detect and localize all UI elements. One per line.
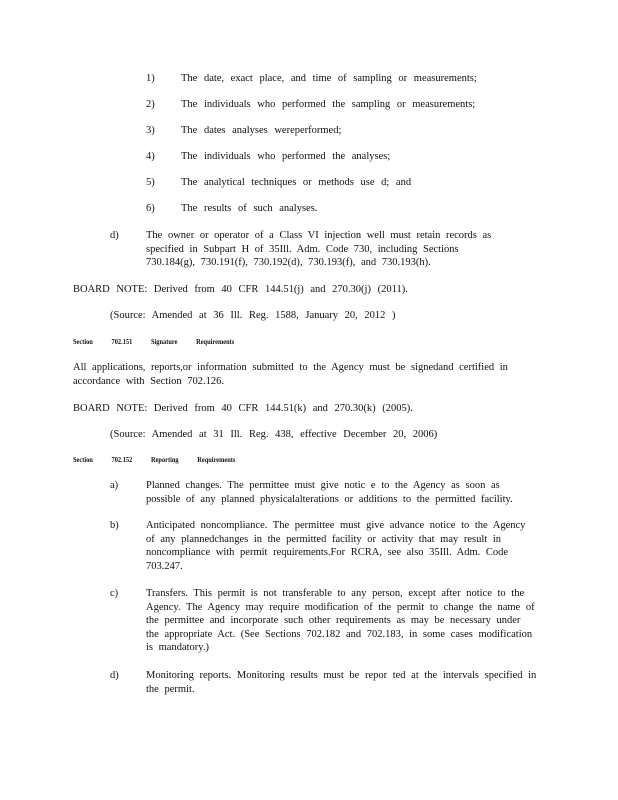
source-note: (Source: Amended at 36 Ill. Reg. 1588, January 20, 2012 ): [110, 310, 396, 321]
list-item-text: The individuals who performed the sampling or measurements;: [181, 99, 476, 110]
list-item-number: 2): [146, 99, 155, 110]
board-note: BOARD NOTE: Derived from 40 CFR 144.51(j) and 270.30(j) (2011).: [73, 284, 408, 295]
item-label: b): [110, 520, 119, 531]
list-item-number: 5): [146, 177, 155, 188]
list-item-text: The analytical techniques or methods use d; and: [181, 177, 412, 188]
section-word: Section: [73, 337, 93, 346]
item-label: a): [110, 480, 119, 491]
item-label: d): [110, 230, 119, 241]
section-number: 702.151: [111, 337, 133, 346]
list-item-number: 3): [146, 125, 155, 136]
section-title: Signature: [150, 337, 178, 346]
section-word: Section: [73, 455, 93, 464]
list-item-text: The results of such analyses.: [181, 203, 318, 214]
list-item-text: The date, exact place, and time of sampling or measurements;: [181, 73, 477, 84]
section-title: Reporting: [150, 455, 179, 464]
item-text: The owner or operator of a Class VI injection well must retain records as specified in Subpart H of 35Ill. Adm. Code 730, including Sections 730.184(g), 730.191(f), 730.192(d), 730.193(f), and 730.193(h).: [146, 230, 492, 268]
list-item-number: 4): [146, 151, 155, 162]
section-number: 702.152: [111, 455, 133, 464]
item-text: Planned changes. The permittee must give notic e to the Agency as soon as possible of any planned physicalalterations or additions to the permitted facility.: [146, 480, 513, 505]
section-heading: [73, 337, 253, 346]
board-note: BOARD NOTE: Derived from 40 CFR 144.51(k) and 270.30(k) (2005).: [73, 403, 413, 414]
list-item-number: 6): [146, 203, 155, 214]
item-text: Anticipated noncompliance. The permittee must give advance notice to the Agency of any plannedchanges in the permitted facility or activity that may result in noncompliance with permit requirements.For RCRA, see also 35Ill. Adm. Code 703.247.: [146, 520, 526, 572]
list-item-text: The dates analyses wereperformed;: [181, 125, 342, 136]
list-item-number: 1): [146, 73, 155, 84]
item-text: Transfers. This permit is not transferable to any person, except after notice to the Agency. The Agency may require modification of the permit to change the name of the permittee and incorporate such other requirements as may be necessary under the appropriate Act. (See Sections 702.182 and 702.183, in some cases modification is mandatory.): [146, 588, 535, 653]
source-note: (Source: Amended at 31 Ill. Reg. 438, effective December 20, 2006): [110, 429, 438, 440]
section-title: Requirements: [196, 337, 235, 346]
item-label: c): [110, 588, 119, 599]
section-heading: [73, 455, 254, 464]
paragraph: All applications, reports,or information submitted to the Agency must be signedand certified in accordance with Section 702.126.: [73, 362, 508, 387]
item-label: d): [110, 670, 119, 681]
section-title: Requirements: [197, 455, 236, 464]
item-text: Monitoring reports. Monitoring results must be repor ted at the intervals specified in the permit.: [146, 670, 537, 695]
list-item-text: The individuals who performed the analyses;: [181, 151, 391, 162]
